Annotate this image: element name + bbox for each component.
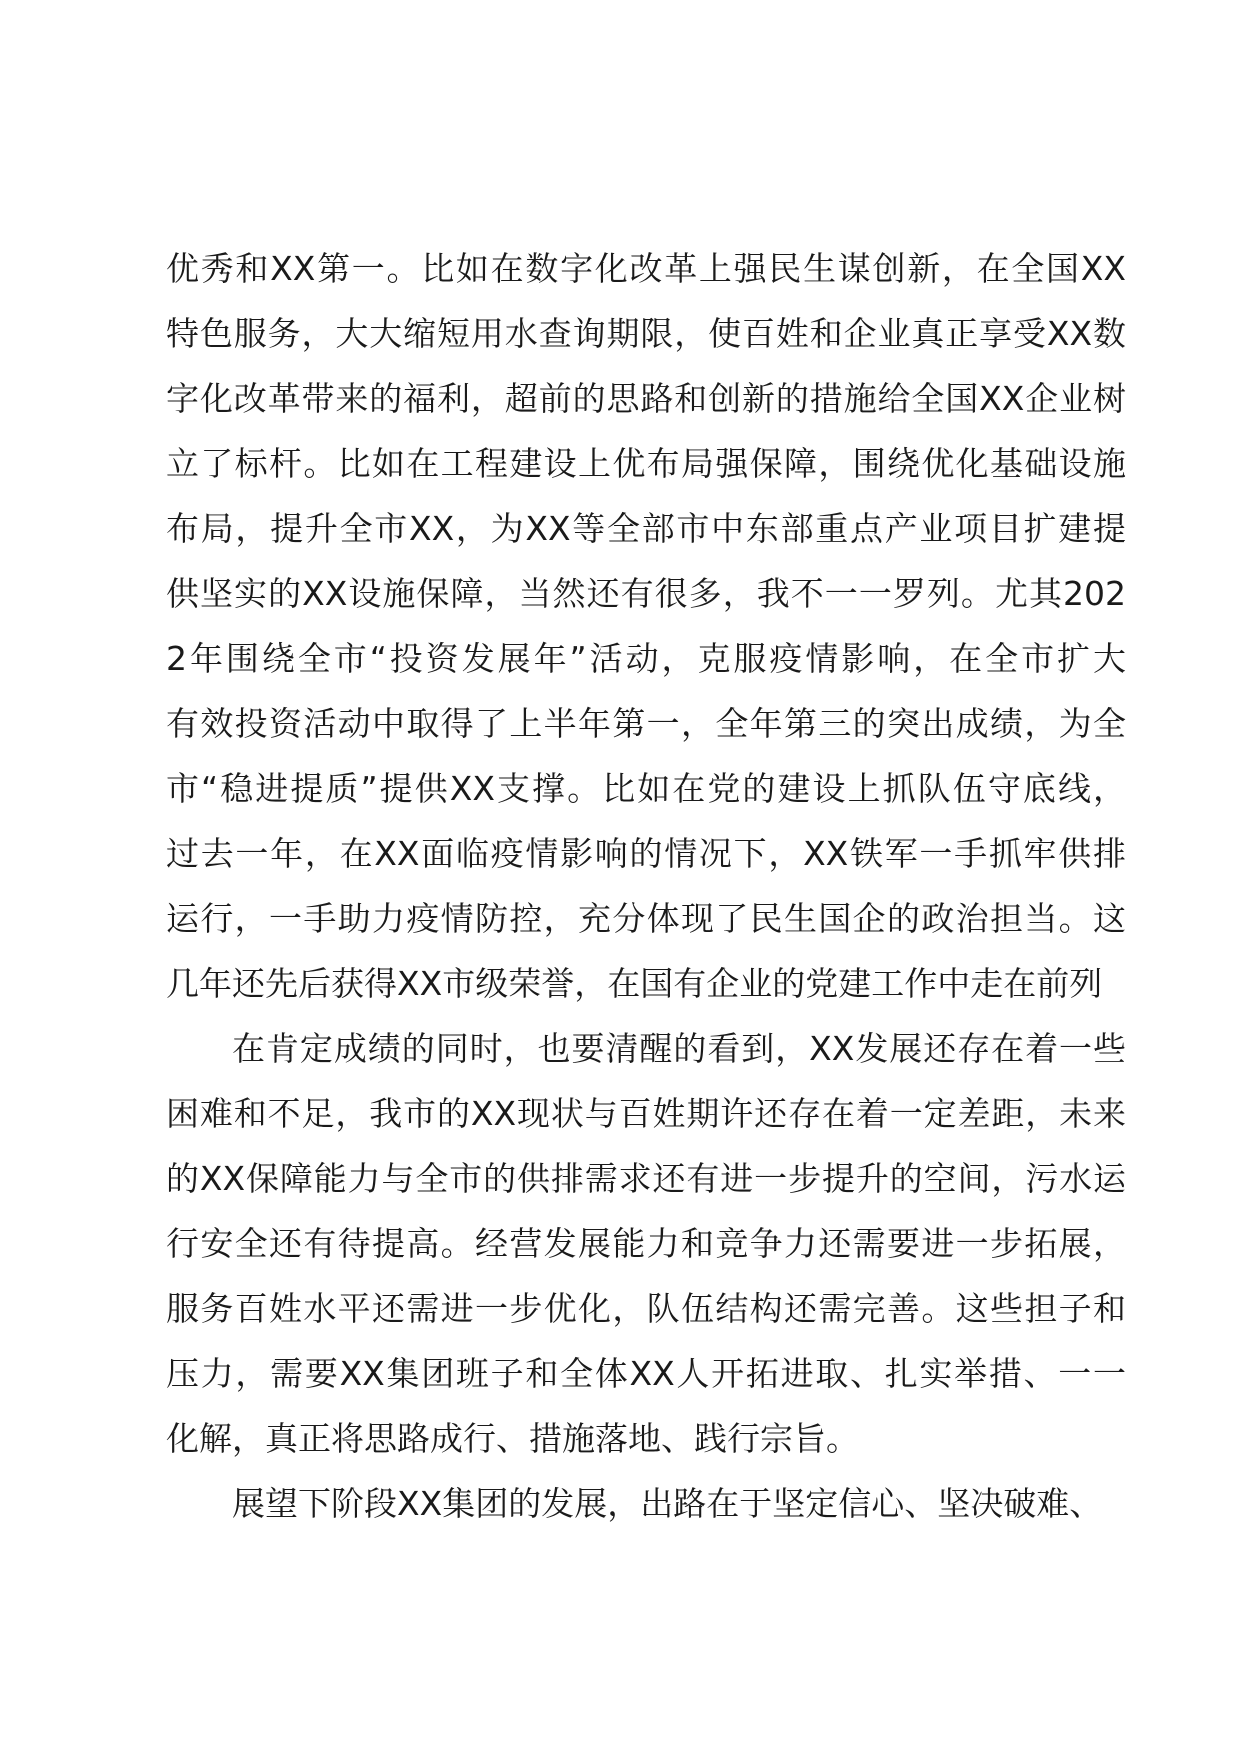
paragraph-first-line: 展望下阶段XX集团的发展，出路在于坚定信心、坚决破难、 xyxy=(232,1484,1103,1523)
text-line: 运行，一手助力疫情防控，充分体现了民生国企的政治担当。这 xyxy=(166,899,1126,938)
text-line: 立了标杆。比如在工程建设上优布局强保障，围绕优化基础设施 xyxy=(166,444,1126,483)
text-line: 特色服务，大大缩短用水查询期限，使百姓和企业真正享受XX数 xyxy=(166,314,1126,353)
body-text xyxy=(166,236,1126,1536)
text-line: 布局，提升全市XX，为XX等全部市中东部重点产业项目扩建提 xyxy=(166,509,1126,548)
text-line: 有效投资活动中取得了上半年第一，全年第三的突出成绩，为全 xyxy=(166,704,1126,743)
text-line: 供坚实的XX设施保障，当然还有很多，我不一一罗列。尤其202 xyxy=(166,574,1126,613)
text-line: 服务百姓水平还需进一步优化，队伍结构还需完善。这些担子和 xyxy=(166,1289,1126,1328)
text-line: 过去一年，在XX面临疫情影响的情况下，XX铁军一手抓牢供排 xyxy=(166,834,1126,873)
text-line: 几年还先后获得XX市级荣誉，在国有企业的党建工作中走在前列 xyxy=(166,964,1103,1003)
text-line: 2年围绕全市“投资发展年”活动，克服疫情影响，在全市扩大 xyxy=(166,639,1126,678)
text-line: 化解，真正将思路成行、措施落地、践行宗旨。 xyxy=(166,1419,859,1458)
text-line: 行安全还有待提高。经营发展能力和竞争力还需要进一步拓展， xyxy=(166,1224,1126,1263)
text-line: 优秀和XX第一。比如在数字化改革上强民生谋创新，在全国XX xyxy=(166,249,1126,288)
text-line: 压力，需要XX集团班子和全体XX人开拓进取、扎实举措、一一 xyxy=(166,1354,1126,1393)
text-line: 市“稳进提质”提供XX支撑。比如在党的建设上抓队伍守底线， xyxy=(166,769,1126,808)
paragraph-first-line: 在肯定成绩的同时，也要清醒的看到，XX发展还存在着一些 xyxy=(232,1029,1126,1068)
text-line: 的XX保障能力与全市的供排需求还有进一步提升的空间，污水运 xyxy=(166,1159,1126,1198)
text-line: 困难和不足，我市的XX现状与百姓期许还存在着一定差距，未来 xyxy=(166,1094,1126,1133)
text-line: 字化改革带来的福利，超前的思路和创新的措施给全国XX企业树 xyxy=(166,379,1126,418)
